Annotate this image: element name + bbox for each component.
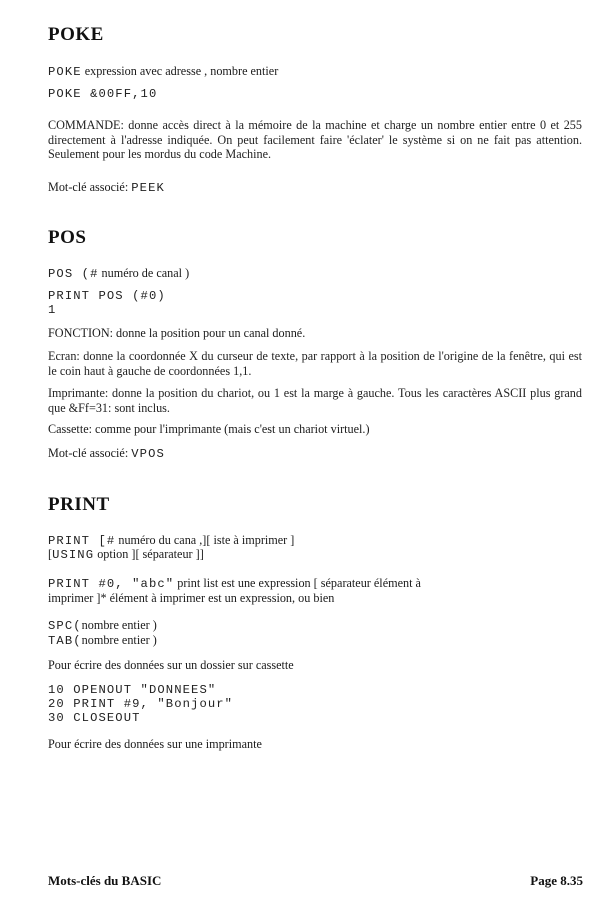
pos-related-label: Mot-clé associé: — [48, 446, 129, 460]
poke-syntax-args: expression avec adresse , nombre entier — [84, 64, 279, 78]
print-tab-args: nombre entier ) — [81, 633, 157, 647]
print-tab — [48, 633, 157, 648]
pos-printer: Imprimante: donne la position du chariot, ou 1 est la marge à gauche. Tous les caractères ASCII plus grand que &Ff=31: sont inclus. — [48, 386, 582, 415]
footer-page-number: Page 8.35 — [530, 873, 583, 888]
print-tab-keyword: TAB( — [48, 634, 82, 648]
poke-related-keyword: PEEK — [131, 181, 165, 195]
pos-example-code: PRINT POS (#0) — [48, 289, 166, 303]
print-syntax-line2 — [48, 547, 204, 562]
poke-description: COMMANDE: donne accès direct à la mémoire de la machine et charge un nombre entier entre 0 et 255 directement à l'adresse indiquée. On peut facilement faire 'éclater' le système si on ne fait pas attention. Seulement pour les mordus du code Machine. — [48, 118, 582, 161]
poke-syntax-keyword: POKE — [48, 65, 82, 79]
pos-related — [48, 446, 165, 461]
print-code-line-1: 10 OPENOUT "DONNEES" — [48, 683, 217, 697]
print-syntax-args2: option ][ séparateur ]] — [97, 547, 204, 561]
print-code-line-2: 20 PRINT #9, "Bonjour" — [48, 697, 234, 711]
print-cassette-intro: Pour écrire des données sur un dossier sur cassette — [48, 658, 294, 672]
poke-related-label: Mot-clé associé: — [48, 180, 129, 194]
pos-syntax-args: numéro de canal ) — [101, 266, 190, 280]
print-syntax-using-keyword: USING — [52, 548, 95, 562]
print-printer-intro: Pour écrire des données sur une imprimante — [48, 737, 262, 751]
print-code-block — [48, 683, 233, 725]
pos-cassette: Cassette: comme pour l'imprimante (mais c'est un chariot virtuel.) — [48, 422, 370, 436]
pos-screen: Ecran: donne la coordonnée X du curseur de texte, par rapport à la position de l'origine de la fenêtre, qui est le coin haut à gauche de coordonnées 1,1. — [48, 349, 582, 378]
section-title-pos: POS — [48, 227, 87, 248]
print-example-code: PRINT #0, "abc" — [48, 577, 175, 591]
print-example-line1 — [48, 576, 421, 591]
pos-syntax — [48, 266, 189, 281]
print-spc — [48, 618, 157, 633]
print-spc-keyword: SPC( — [48, 619, 82, 633]
pos-syntax-keyword: POS (# — [48, 267, 99, 281]
poke-example: POKE &00FF,10 — [48, 87, 158, 101]
section-title-poke: POKE — [48, 24, 104, 45]
print-syntax-bracket: [ — [48, 547, 53, 561]
print-spc-args: nombre entier ) — [81, 618, 157, 632]
poke-syntax — [48, 64, 278, 79]
pos-example-result: 1 — [48, 303, 57, 317]
print-example-desc1: print list est une expression [ séparateur élément à — [177, 576, 421, 590]
print-example-desc2: imprimer ]* élément à imprimer est un expression, ou bien — [48, 591, 335, 605]
pos-function: FONCTION: donne la position pour un canal donné. — [48, 326, 306, 340]
print-syntax-args1: numéro du cana ,][ iste à imprimer ] — [118, 533, 295, 547]
footer-title: Mots-clés du BASIC — [48, 873, 162, 888]
print-syntax-line1 — [48, 533, 294, 548]
print-code-line-3: 30 CLOSEOUT — [48, 711, 141, 725]
print-syntax-keyword: PRINT [# — [48, 534, 116, 548]
section-title-print: PRINT — [48, 494, 110, 515]
pos-related-keyword: VPOS — [131, 447, 165, 461]
poke-related — [48, 180, 165, 195]
